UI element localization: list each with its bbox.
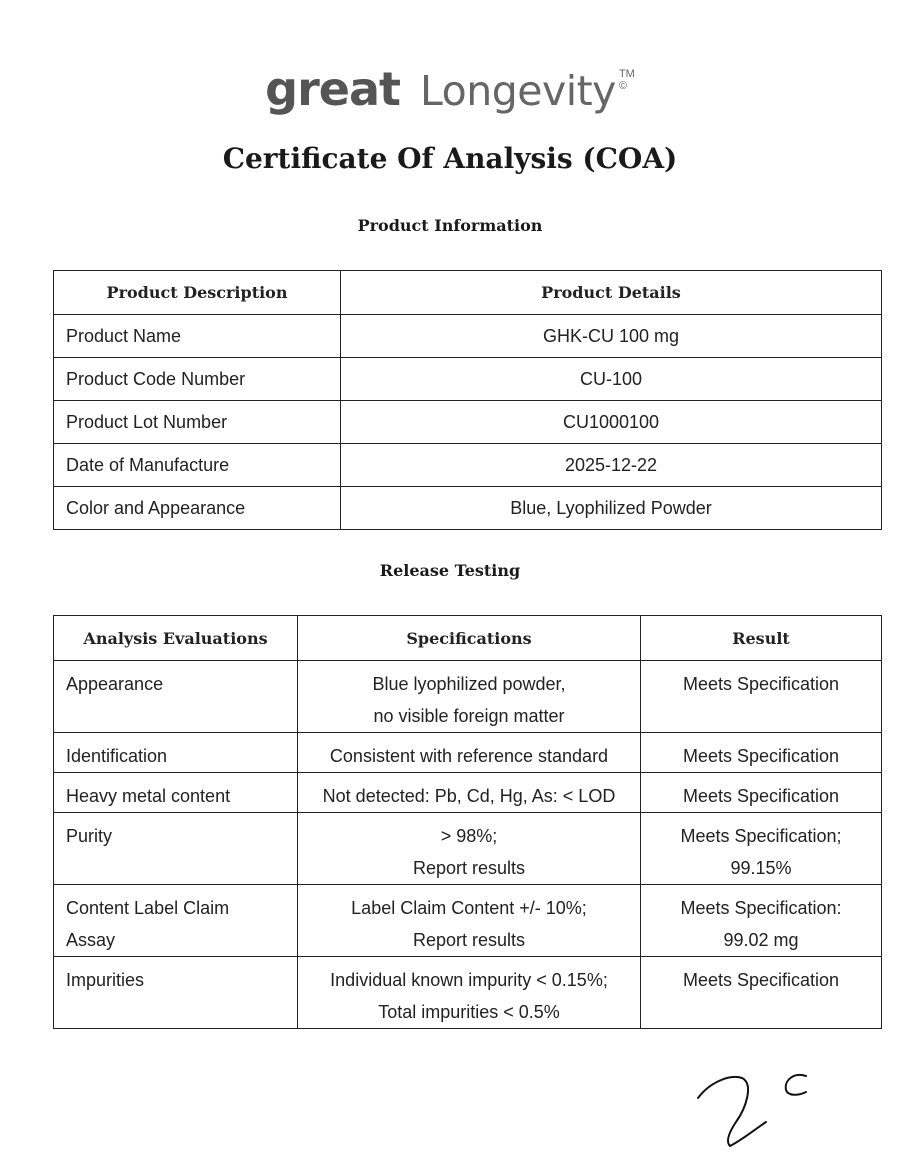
specification-cell (298, 773, 641, 813)
cell-line: Appearance (66, 674, 164, 694)
cell-line: Label Claim Content +/- 10%; (351, 898, 587, 918)
table-row (54, 773, 882, 813)
row-label: Product Lot Number (54, 401, 341, 444)
cell-line: Assay (66, 930, 116, 950)
row-label: Product Code Number (54, 358, 341, 401)
cell-line: Blue lyophilized powder, (372, 674, 566, 694)
logo-tm: TM (618, 68, 635, 80)
cell-line: Meets Specification (682, 970, 840, 990)
cell-line: Impurities (66, 970, 145, 990)
table-header-row (54, 271, 882, 315)
cell-line: 99.02 mg (723, 930, 799, 950)
cell-line: > 98%; (440, 826, 498, 846)
cell-line: Purity (66, 826, 113, 846)
column-header: Specifications (298, 616, 641, 661)
evaluation-cell (54, 773, 298, 813)
table-row (54, 358, 882, 401)
result-cell (641, 773, 882, 813)
cell-line: Identification (66, 746, 168, 766)
table-row (54, 957, 882, 1029)
row-value: GHK-CU 100 mg (341, 315, 882, 358)
table-row (54, 315, 882, 358)
cell-line: Meets Specification: (680, 898, 842, 918)
specification-cell (298, 733, 641, 773)
column-header: Product Details (341, 271, 882, 315)
brand-logo (0, 62, 900, 132)
cell-line: Meets Specification; (680, 826, 842, 846)
result-cell (641, 885, 882, 957)
cell-line: Not detected: Pb, Cd, Hg, As: < LOD (322, 786, 616, 806)
row-label: Color and Appearance (54, 487, 341, 530)
row-value: 2025-12-22 (341, 444, 882, 487)
release-testing-table (53, 615, 882, 1029)
result-cell (641, 661, 882, 733)
row-value: CU-100 (341, 358, 882, 401)
row-value: Blue, Lyophilized Powder (341, 487, 882, 530)
specification-cell (298, 957, 641, 1029)
column-header: Analysis Evaluations (54, 616, 298, 661)
specification-cell (298, 661, 641, 733)
cell-line: Total impurities < 0.5% (378, 1002, 560, 1022)
table-header-row (54, 616, 882, 661)
table-row (54, 444, 882, 487)
document-title: Certificate Of Analysis (COA) (222, 142, 678, 175)
cell-line: Report results (412, 930, 526, 950)
evaluation-cell (54, 957, 298, 1029)
result-cell (641, 813, 882, 885)
result-cell (641, 733, 882, 773)
cell-line: Consistent with reference standard (329, 746, 609, 766)
cell-line: no visible foreign matter (373, 706, 565, 726)
evaluation-cell (54, 661, 298, 733)
evaluation-cell (54, 733, 298, 773)
row-label: Date of Manufacture (54, 444, 341, 487)
table-row (54, 885, 882, 957)
row-value: CU1000100 (341, 401, 882, 444)
table-row (54, 661, 882, 733)
product-information-heading: Product Information (357, 216, 543, 235)
cell-line: Heavy metal content (66, 786, 231, 806)
signature (690, 1066, 820, 1151)
logo-product: Longevity (420, 67, 616, 115)
column-header: Result (641, 616, 882, 661)
evaluation-cell (54, 813, 298, 885)
logo-brand: great (265, 62, 400, 116)
cell-line: Individual known impurity < 0.15%; (330, 970, 608, 990)
table-row (54, 487, 882, 530)
cell-line: Content Label Claim (66, 898, 230, 918)
evaluation-cell (54, 885, 298, 957)
cell-line: Report results (412, 858, 526, 878)
logo-trademark-marks (619, 68, 635, 92)
table-row (54, 401, 882, 444)
release-testing-heading: Release Testing (379, 561, 521, 580)
product-information-table (53, 270, 882, 530)
cell-line: Meets Specification (682, 674, 840, 694)
result-cell (641, 957, 882, 1029)
column-header: Product Description (54, 271, 341, 315)
table-row (54, 733, 882, 773)
specification-cell (298, 885, 641, 957)
logo-copyright: © (618, 80, 628, 92)
cell-line: Meets Specification (682, 786, 840, 806)
specification-cell (298, 813, 641, 885)
cell-line: Meets Specification (682, 746, 840, 766)
table-row (54, 813, 882, 885)
cell-line: 99.15% (730, 858, 792, 878)
row-label: Product Name (54, 315, 341, 358)
